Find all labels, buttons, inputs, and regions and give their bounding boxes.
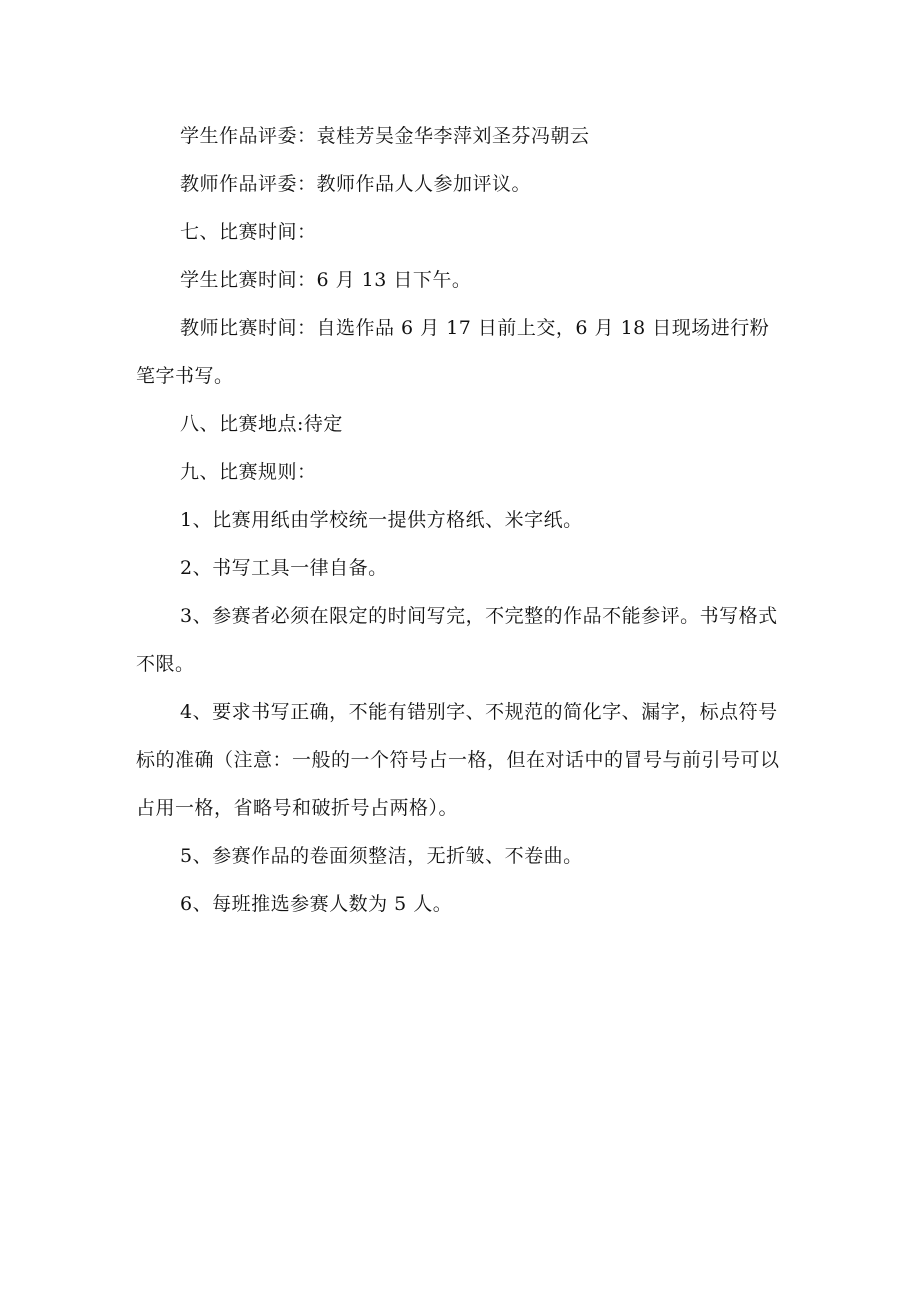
section-heading-location: 八、比赛地点:待定 (180, 413, 343, 435)
paragraph-student-judges: 学生作品评委：袁桂芳吴金华李萍刘圣芬冯朝云 (180, 125, 590, 147)
paragraph-teacher-time: 教师比赛时间：自选作品 6 月 17 日前上交，6 月 18 日现场进行粉笔字书写。 (136, 317, 770, 387)
section-heading-time: 七、比赛时间： (180, 221, 317, 243)
section-heading-rules: 九、比赛规则： (180, 461, 317, 483)
rule-item-4: 4、要求书写正确，不能有错别字、不规范的简化字、漏字，标点符号标的准确（注意：一般的一个符号占一格，但在对话中的冒号与前引号可以占用一格，省略号和破折号占两格）。 (136, 701, 780, 819)
rule-item-5: 5、参赛作品的卷面须整洁，无折皱、不卷曲。 (180, 845, 583, 867)
document-body (136, 112, 784, 928)
rule-item-2: 2、书写工具一律自备。 (180, 557, 388, 579)
rule-item-6: 6、每班推选参赛人数为 5 人。 (180, 893, 453, 915)
paragraph-teacher-judges: 教师作品评委：教师作品人人参加评议。 (180, 173, 532, 195)
paragraph-student-time: 学生比赛时间：6 月 13 日下午。 (180, 269, 472, 291)
rule-item-3: 3、参赛者必须在限定的时间写完，不完整的作品不能参评。书写格式不限。 (136, 605, 778, 675)
rule-item-1: 1、比赛用纸由学校统一提供方格纸、米字纸。 (180, 509, 583, 531)
